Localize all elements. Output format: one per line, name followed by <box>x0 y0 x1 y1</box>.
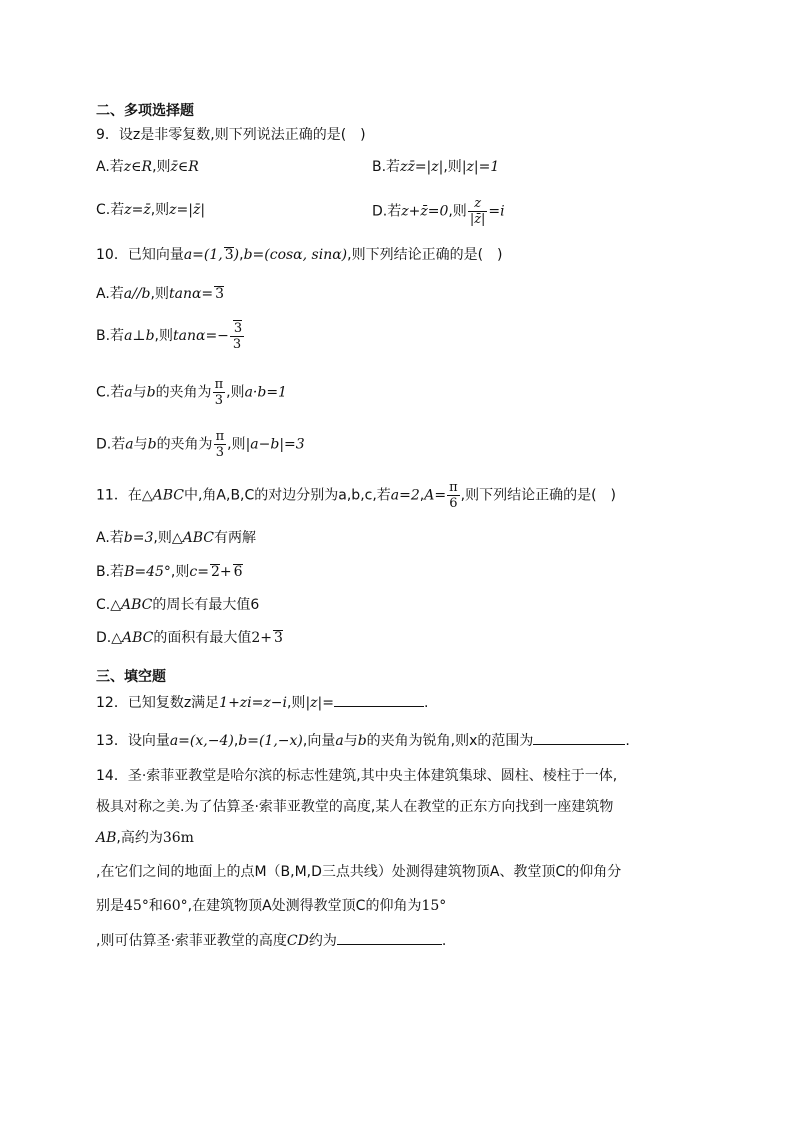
option-label: B.若 <box>372 159 401 175</box>
option-text: ,则 <box>153 530 172 546</box>
denominator: |z̄| <box>469 212 486 227</box>
question-text: 11．在 <box>96 487 142 504</box>
formula: △ABC <box>171 530 214 546</box>
question-14-line-4 <box>96 862 621 882</box>
option-text: 与 <box>132 384 147 401</box>
question-text: ,在建筑物顶A处测得教堂顶C的仰角为 <box>187 898 422 914</box>
formula: zz̄=|z| <box>400 159 444 175</box>
formula: AB <box>96 830 117 846</box>
fraction <box>214 429 227 460</box>
question-text: ,高约为 <box>116 830 163 846</box>
question-text: 别是 <box>96 898 124 914</box>
formula: b <box>146 384 156 401</box>
formula: b=3 <box>123 530 154 546</box>
option-label: D.若 <box>96 436 126 453</box>
option-text: ,则 <box>150 286 169 302</box>
denominator: 3 <box>215 445 224 460</box>
numerator: z <box>468 196 488 212</box>
option-text: ,则 <box>443 159 462 175</box>
question-text: . <box>625 733 630 749</box>
formula: 2+ <box>251 630 273 646</box>
sqrt: 3 <box>215 286 225 302</box>
formula: B=45° <box>124 564 171 580</box>
question-14-line-1 <box>96 766 617 786</box>
formula: z=z̄ <box>124 202 151 218</box>
option-label: A.若 <box>96 159 124 175</box>
formula: △ABC <box>110 597 153 613</box>
answer-blank[interactable] <box>533 730 625 745</box>
question-9-option-b <box>372 157 499 177</box>
formula: =i <box>488 203 505 220</box>
question-9-option-d <box>372 196 505 227</box>
formula: 60° <box>162 898 188 914</box>
question-10-option-a <box>96 284 224 304</box>
option-text: ,则 <box>226 384 245 401</box>
question-text: 中,角A,B,C的对边分别为a,b,c,若 <box>183 487 391 504</box>
question-11-stem <box>96 480 616 511</box>
question-text: ,则 <box>286 695 306 711</box>
question-text: 14．圣·索菲亚教堂是哈尔滨的标志性建筑,其中央主体建筑集球、圆柱、棱柱于一体, <box>96 768 618 784</box>
option-text: 有两解 <box>213 530 256 546</box>
sqrt: 3 <box>233 321 243 336</box>
formula: z+z̄=0 <box>401 203 449 220</box>
formula: a <box>335 733 344 749</box>
formula: a <box>125 436 134 453</box>
question-text: ,则下列结论正确的是( ) <box>347 247 503 263</box>
formula: tanα=− <box>173 328 229 344</box>
formula: tanα= <box>168 286 214 302</box>
denominator: 3 <box>214 393 223 408</box>
section-multiple-choice-heading <box>96 101 194 121</box>
option-label: C.若 <box>96 384 125 401</box>
formula: a⊥b <box>124 328 155 344</box>
question-text: 约为 <box>308 933 337 949</box>
question-10-option-d <box>96 429 305 460</box>
option-label: B.若 <box>96 328 125 344</box>
denominator: 3 <box>232 337 242 352</box>
question-text: , <box>419 487 425 504</box>
formula: △ABC <box>141 487 184 504</box>
formula: 15° <box>421 898 447 914</box>
formula: CD <box>286 933 309 949</box>
option-text: 与 <box>133 436 148 453</box>
formula: |z|= <box>305 695 334 711</box>
question-text: . <box>441 933 447 949</box>
formula: A= <box>424 487 447 504</box>
numerator: π <box>215 429 225 444</box>
question-11-option-d <box>96 628 283 648</box>
formula: 1+zi=z−i <box>219 695 287 711</box>
question-text: . <box>423 695 429 711</box>
numerator: π <box>449 480 458 495</box>
numerator <box>230 320 244 337</box>
answer-blank[interactable] <box>334 692 424 707</box>
fraction <box>213 377 226 408</box>
formula: 36m <box>162 830 194 846</box>
formula: ) <box>233 247 240 263</box>
question-text: ,则下列结论正确的是( ) <box>460 487 616 504</box>
formula: b <box>147 436 157 453</box>
formula: a·b=1 <box>244 384 287 401</box>
question-14-line-2 <box>96 797 613 817</box>
formula: b=(cosα, sinα) <box>243 247 348 263</box>
question-text: 12．已知复数z满足 <box>96 695 220 711</box>
option-label: C.若 <box>96 202 125 218</box>
section-fill-blank-heading <box>96 667 166 687</box>
sqrt: 6 <box>233 564 243 580</box>
question-text: , <box>239 247 244 263</box>
sqrt: 2 <box>210 564 220 580</box>
option-text: 的夹角为 <box>156 436 213 453</box>
question-10-stem <box>96 245 503 265</box>
question-11-option-c <box>96 595 259 615</box>
option-label: A.若 <box>96 286 124 302</box>
question-text: 与 <box>343 733 358 749</box>
question-text: 的夹角为锐角,则x的范围为 <box>366 733 534 749</box>
denominator: 6 <box>449 496 458 511</box>
question-text: , <box>233 733 239 749</box>
fraction <box>447 480 460 511</box>
formula: b=(1,−x) <box>238 733 303 749</box>
question-text: ,则可估算圣·索菲亚教堂的高度 <box>96 933 287 949</box>
question-9-stem <box>96 125 366 145</box>
section-title: 三、填空题 <box>96 669 166 685</box>
option-label: B.若 <box>96 564 125 580</box>
formula: a=(x,−4) <box>169 733 234 749</box>
option-label: D.若 <box>372 203 402 220</box>
question-text: ,向量 <box>302 733 336 749</box>
question-text: ,在它们之间的地面上的点M（B,M,D三点共线）处测得建筑物顶A、教堂顶C的仰角分 <box>96 864 622 880</box>
formula: z=|z̄| <box>169 202 206 218</box>
formula: a <box>124 384 133 401</box>
option-text: 的周长有最大值6 <box>152 597 260 613</box>
question-14-line-5 <box>96 896 446 916</box>
question-14-line-3 <box>96 828 194 848</box>
option-text: ,则 <box>170 564 190 580</box>
option-text: ,则 <box>150 202 170 218</box>
question-text: 13．设向量 <box>96 733 170 749</box>
question-9-option-a <box>96 157 199 177</box>
question-10-option-c <box>96 377 287 408</box>
question-12 <box>96 692 428 713</box>
question-10-option-b <box>96 320 245 352</box>
question-text: 10．已知向量 <box>96 247 184 263</box>
formula: 45°和 <box>124 898 163 914</box>
option-text: 的面积有最大值 <box>153 630 252 646</box>
section-title: 二、多项选择题 <box>96 103 194 119</box>
option-text: ,则 <box>227 436 246 453</box>
option-label: D. <box>96 630 112 646</box>
formula: |z|=1 <box>461 159 500 175</box>
answer-blank[interactable] <box>337 930 442 945</box>
formula: a=2 <box>390 487 420 504</box>
formula: b <box>357 733 367 749</box>
sqrt: 3 <box>274 630 283 646</box>
formula: c= <box>189 564 209 580</box>
formula: + <box>219 564 232 580</box>
question-11-option-b <box>96 562 243 582</box>
sqrt: 3 <box>224 247 234 263</box>
question-text: 9．设z是非零复数,则下列说法正确的是( ) <box>96 127 366 143</box>
option-text: ,则 <box>154 328 173 344</box>
option-text: ,则 <box>448 203 467 220</box>
question-9-option-c <box>96 200 205 220</box>
formula: |a−b|=3 <box>245 436 305 453</box>
option-text: ,则 <box>152 159 171 175</box>
fraction <box>468 196 488 227</box>
option-label: C. <box>96 597 111 613</box>
question-11-option-a <box>96 528 256 548</box>
question-14-line-6 <box>96 930 446 951</box>
formula: a//b <box>123 286 151 302</box>
fraction <box>230 320 244 352</box>
numerator: π <box>214 377 224 392</box>
formula: z̄∈R <box>170 159 199 175</box>
formula: z∈R <box>123 159 153 175</box>
question-text: 极具对称之美.为了估算圣·索菲亚教堂的高度,某人在教堂的正东方向找到一座建筑物 <box>96 799 614 815</box>
option-label: A.若 <box>96 530 124 546</box>
formula: a=(1, <box>183 247 223 263</box>
option-text: 的夹角为 <box>155 384 212 401</box>
question-13 <box>96 730 630 751</box>
formula: △ABC <box>111 630 154 646</box>
